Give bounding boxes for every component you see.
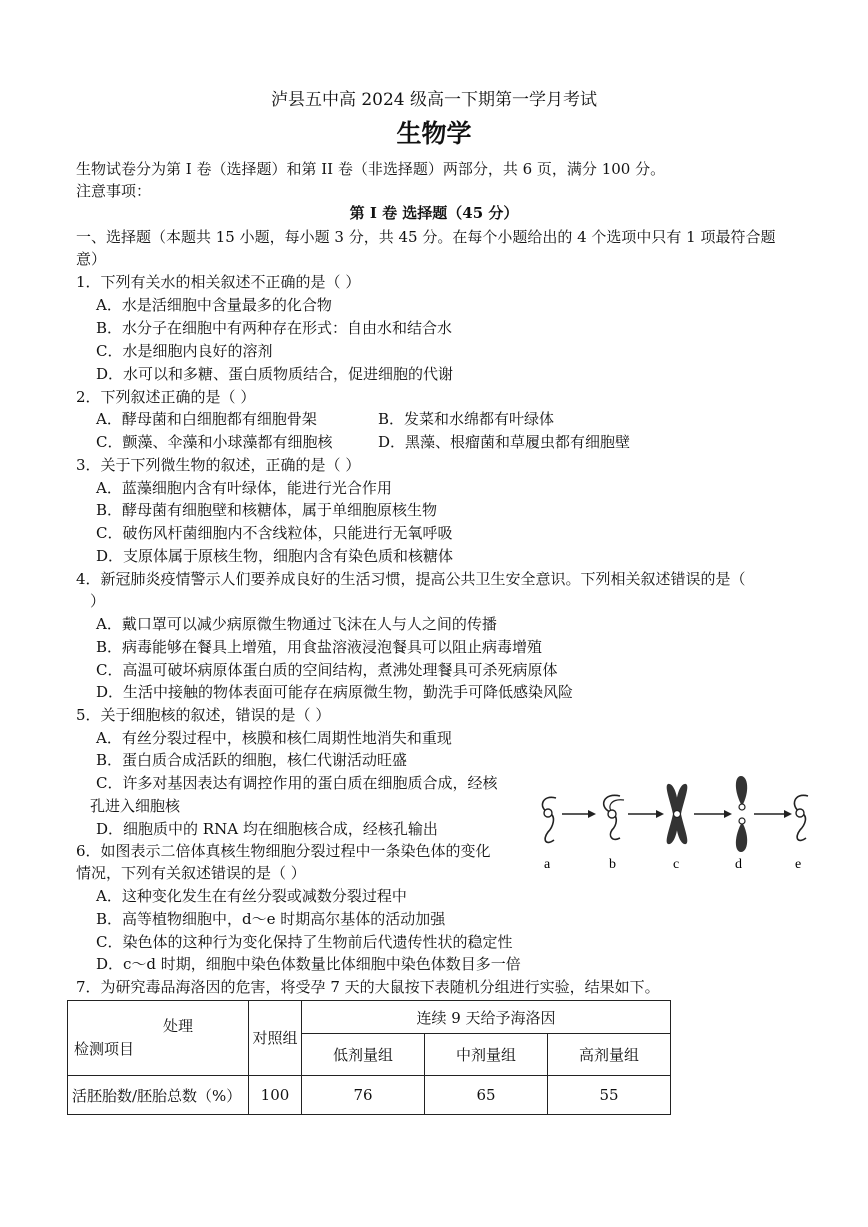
experiment-table (67, 1000, 671, 1115)
figure-label-b: b (609, 857, 616, 872)
question-4-stem: 4．新冠肺炎疫情警示人们要养成良好的生活习惯，提高公共卫生安全意识。下列相关叙述错误的是（ (76, 570, 746, 588)
question-5-stem: 5．关于细胞核的叙述，错误的是（ ） (76, 706, 331, 724)
q2-option-d: D．黑藻、根瘤菌和草履虫都有细胞壁 (378, 433, 631, 451)
table-corner-cell (68, 1001, 249, 1076)
chromosome-c-icon (667, 784, 688, 844)
arrow-icon (754, 810, 792, 818)
q4-option-d: D．生活中接触的物体表面可能存在病原微生物，勤洗手可降低感染风险 (96, 683, 574, 701)
table-cell-control: 100 (249, 1076, 302, 1115)
q5-option-a: A．有丝分裂过程中，核膜和核仁周期性地消失和重现 (96, 729, 452, 747)
question-6-stem: 6．如图表示二倍体真核生物细胞分裂过程中一条染色体的变化 (76, 842, 491, 860)
q5-option-b: B．蛋白质合成活跃的细胞，核仁代谢活动旺盛 (96, 751, 408, 769)
q3-option-b: B．酵母菌有细胞壁和核糖体，属于单细胞原核生物 (96, 501, 438, 519)
q3-option-a: A．蓝藻细胞内含有叶绿体，能进行光合作用 (96, 479, 392, 497)
q4-option-a: A．戴口罩可以减少病原微生物通过飞沫在人与人之间的传播 (96, 615, 497, 633)
table-treatment-header: 连续 9 天给予海洛因 (302, 1001, 671, 1034)
q6-option-a: A．这种变化发生在有丝分裂或减数分裂过程中 (96, 887, 407, 905)
q5-option-c-cont: 孔进入细胞核 (90, 797, 181, 815)
q6-option-d: D．c～d 时期，细胞中染色体数量比体细胞中染色体数目多一倍 (96, 955, 521, 973)
notice-label: 注意事项： (76, 182, 152, 200)
q2-option-a: A．酵母菌和白细胞都有细胞骨架 (96, 410, 317, 428)
instructions: 一、选择题（本题共 15 小题，每小题 3 分，共 45 分。在每个小题给出的 4 个选项中只有 1 项最符合题 (76, 228, 776, 246)
question-1-stem: 1．下列有关水的相关叙述不正确的是（ ） (76, 273, 361, 291)
arrow-icon (562, 810, 596, 818)
section-title: 第 I 卷 选择题（45 分） (349, 204, 519, 222)
q2-option-b: B．发菜和水绵都有叶绿体 (378, 410, 555, 428)
exam-title: 泸县五中高 2024 级高一下期第一学月考试 (270, 90, 598, 110)
q3-option-d: D．支原体属于原核生物，细胞内含有染色质和核糖体 (96, 547, 454, 565)
paper-intro: 生物试卷分为第 I 卷（选择题）和第 II 卷（非选择题）两部分，共 6 页，满分 100 分。 (76, 160, 666, 178)
table-cell-high: 55 (548, 1076, 671, 1115)
figure-label-d: d (735, 857, 742, 872)
question-7-stem: 7．为研究毒品海洛因的危害，将受孕 7 天的大鼠按下表随机分组进行实验，结果如下。 (76, 978, 660, 996)
arrow-icon (628, 810, 664, 818)
q1-option-b: B．水分子在细胞中有两种存在形式：自由水和结合水 (96, 319, 453, 337)
q6-option-c: C．染色体的这种行为变化保持了生物前后代遗传性状的稳定性 (96, 933, 513, 951)
chromosome-figure (528, 770, 828, 880)
subject-title: 生物学 (396, 119, 472, 148)
q5-option-d: D．细胞质中的 RNA 均在细胞核合成，经核孔输出 (96, 820, 438, 838)
table-corner-top: 处理 (162, 1017, 193, 1035)
table-row (68, 1076, 671, 1115)
chromosome-e-icon (794, 795, 808, 840)
table-cell-mid: 65 (425, 1076, 548, 1115)
instructions-cont: 意） (76, 250, 107, 268)
chromosome-b-icon (604, 795, 624, 839)
q1-option-c: C．水是细胞内良好的溶剂 (96, 342, 273, 360)
question-6-stem-cont: 情况，下列有关叙述错误的是（ ） (76, 864, 306, 882)
question-4-stem-cont: ） (90, 592, 106, 610)
table-dose-low: 低剂量组 (302, 1034, 425, 1076)
figure-label-c: c (673, 857, 680, 872)
figure-label-a: a (544, 857, 551, 872)
chromosome-d-icon (736, 776, 747, 852)
table-row-label: 活胚胎数/胚胎总数（%） (68, 1076, 249, 1115)
q3-option-c: C．破伤风杆菌细胞内不含线粒体，只能进行无氧呼吸 (96, 524, 453, 542)
chromosome-a-icon (542, 797, 556, 842)
table-cell-low: 76 (302, 1076, 425, 1115)
q4-option-b: B．病毒能够在餐具上增殖，用食盐溶液浸泡餐具可以阻止病毒增殖 (96, 638, 543, 656)
arrow-icon (694, 810, 732, 818)
table-control-header: 对照组 (249, 1001, 302, 1076)
question-3-stem: 3．关于下列微生物的叙述，正确的是（ ） (76, 456, 361, 474)
q1-option-a: A．水是活细胞中含量最多的化合物 (96, 296, 332, 314)
table-corner-bottom: 检测项目 (74, 1040, 135, 1058)
q1-option-d: D．水可以和多糖、蛋白质物质结合，促进细胞的代谢 (96, 365, 454, 383)
figure-label-e: e (795, 857, 802, 872)
question-2-stem: 2．下列叙述正确的是（ ） (76, 388, 256, 406)
table-dose-high: 高剂量组 (548, 1034, 671, 1076)
q5-option-c: C．许多对基因表达有调控作用的蛋白质在细胞质合成，经核 (96, 774, 498, 792)
q6-option-b: B．高等植物细胞中，d～e 时期高尔基体的活动加强 (96, 910, 446, 928)
q2-option-c: C．颤藻、伞藻和小球藻都有细胞核 (96, 433, 333, 451)
q4-option-c: C．高温可破坏病原体蛋白质的空间结构，煮沸处理餐具可杀死病原体 (96, 661, 558, 679)
table-dose-mid: 中剂量组 (425, 1034, 548, 1076)
